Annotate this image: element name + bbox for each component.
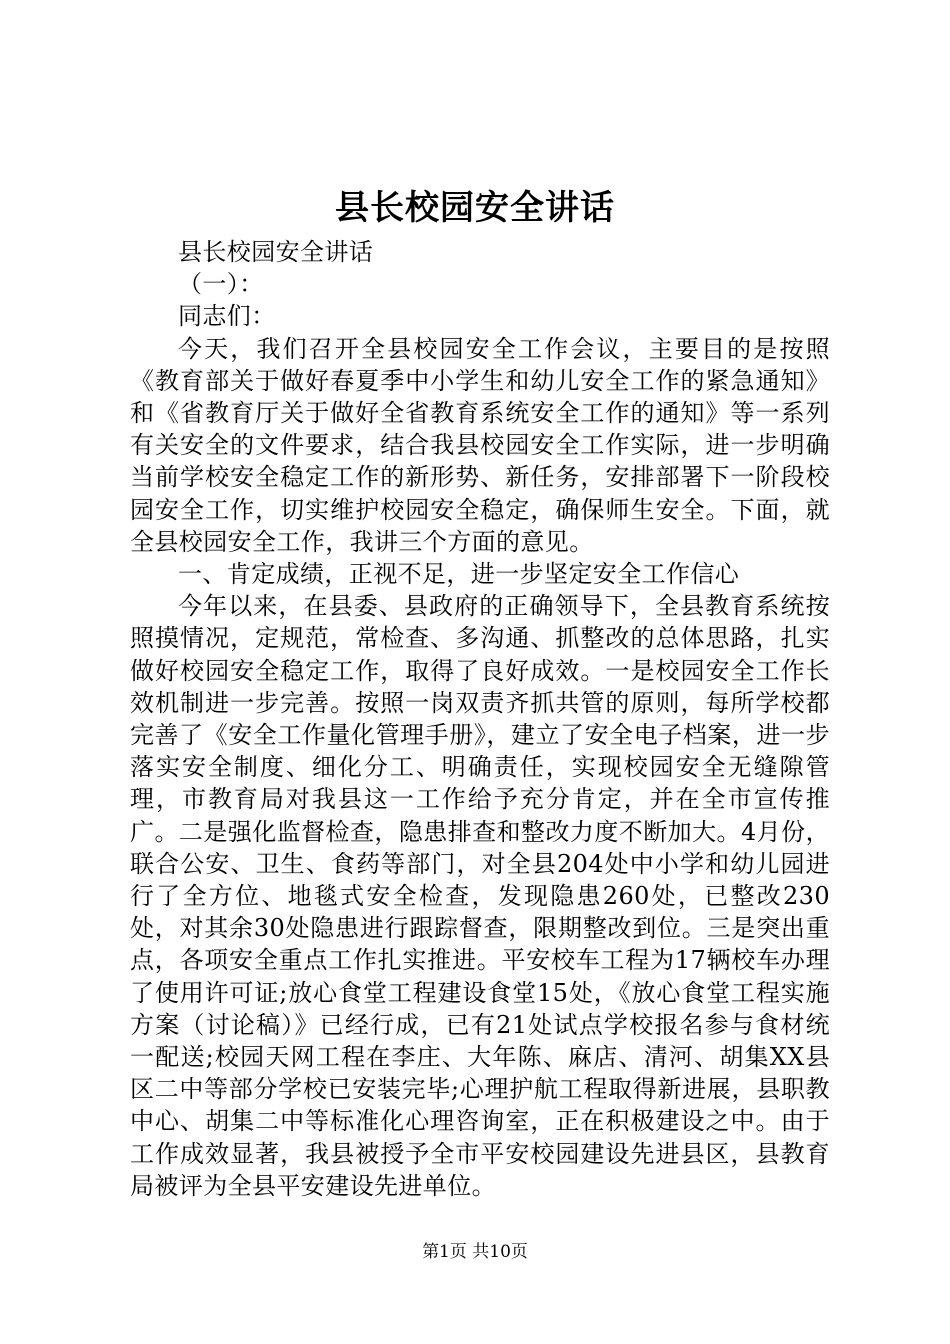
page-title: 县长校园安全讲话: [335, 188, 615, 228]
section-number-paragraph: （一）：: [178, 270, 264, 299]
body-paragraph: 今天，我们召开全县校园安全工作会议，主要目的是按照《教育部关于做好春夏季中小学生和幼儿安全工作的紧急通知》和《省教育厅关于做好全省教育系统安全工作的通知》等一系列有关安全的文件要求，结合我县校园安全工作实际，进一步明确当前学校安全稳定工作的新形势、新任务，安排部署下一阶段校园安全工作，切实维护校园安全稳定，确保师生安全。下面，就全县校园安全工作，我讲三个方面的意见。: [130, 334, 830, 556]
page-footer: 第1页 共10页: [422, 1242, 528, 1262]
body-paragraph: 今年以来，在县委、县政府的正确领导下，全县教育系统按照摸情况，定规范，常检查、多沟通、抓整改的总体思路，扎实做好校园安全稳定工作，取得了良好成效。一是校园安全工作长效机制进一步完善。按照一岗双责齐抓共管的原则，每所学校都完善了《安全工作量化管理手册》，建立了安全电子档案，进一步落实安全制度、细化分工、明确责任，实现校园安全无缝隙管理，市教育局对我县这一工作给予充分肯定，并在全市宣传推广。二是强化监督检查，隐患排查和整改力度不断加大。4月份，联合公安、卫生、食药等部门，对全县204处中小学和幼儿园进行了全方位、地毯式安全检查，发现隐患260处，已整改230处，对其余30处隐患进行跟踪督查，限期整改到位。三是突出重点，各项安全重点工作扎实推进。平安校车工程为17辆校车办理了使用许可证;放心食堂工程建设食堂15处，《放心食堂工程实施方案（讨论稿）》已经行成，已有21处试点学校报名参与食材统一配送;校园天网工程在李庄、大年陈、麻店、清河、胡集XX县区二中等部分学校已安装完毕;心理护航工程取得新进展，县职教中心、胡集二中等标准化心理咨询室，正在积极建设之中。由于工作成效显著，我县被授予全市平安校园建设先进县区，县教育局被评为全县平安建设先进单位。: [130, 592, 830, 1200]
document-body: [130, 236, 830, 1202]
salutation-paragraph: 同志们：: [178, 302, 276, 331]
section-heading-paragraph: 一、肯定成绩，正视不足，进一步坚定安全工作信心: [178, 560, 740, 589]
subtitle-paragraph: 县长校园安全讲话: [178, 238, 374, 266]
